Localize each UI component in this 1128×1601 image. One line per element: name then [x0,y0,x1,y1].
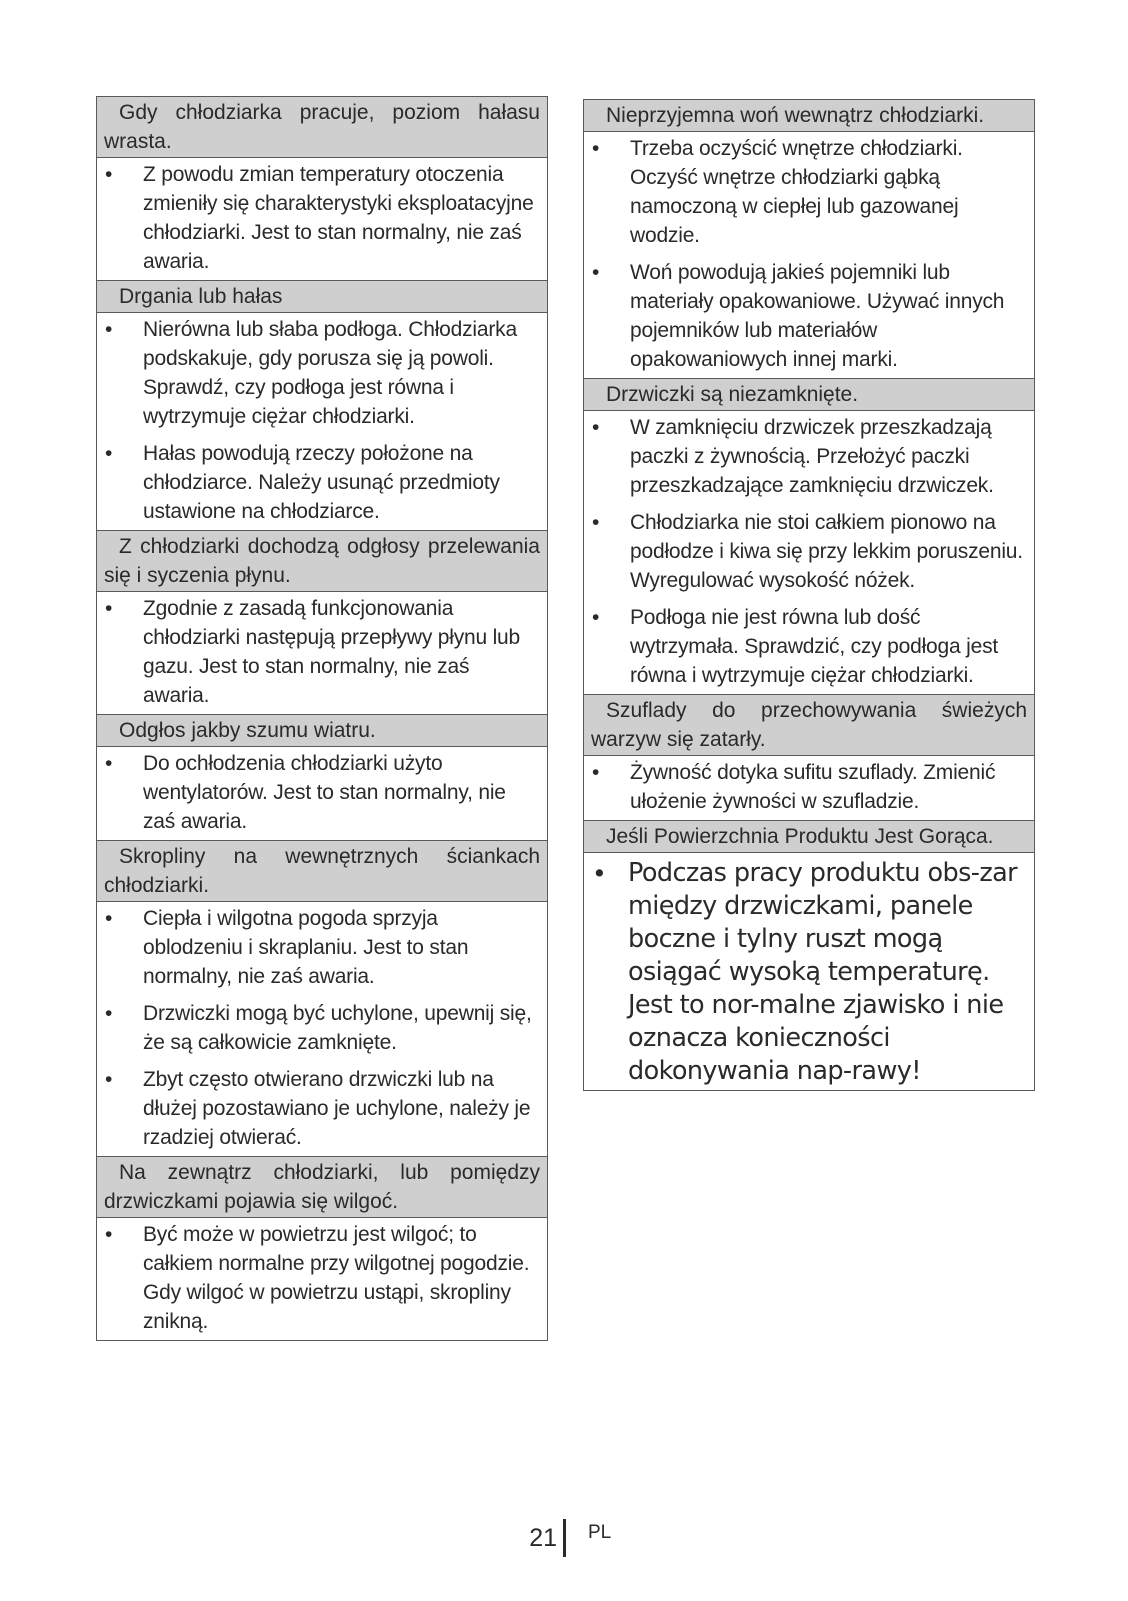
bullet-icon: • [592,859,607,888]
bullet-icon: • [592,416,600,439]
solution-item [105,160,539,276]
solution-text: Trzeba oczyścić wnętrze chłodziarki. Oczyść wnętrze chłodziarki gąbką namoczoną w ciepłej lub gazowanej wodzie. [630,137,963,247]
solution-item [592,758,1026,816]
problem-heading: Skropliny na wewnętrznych ściankach chłodziarki. [97,841,547,902]
solution-list [584,853,1034,1090]
solution-text: Podczas pracy produktu obs-zar między drzwiczkami, panele boczne i tylny ruszt mogą osiągać wysoką temperaturę. Jest to nor-malne zjawisko i nie oznacza konieczności dokonywania nap-rawy! [628,858,1018,1086]
problem-heading: Jeśli Powierzchnia Produktu Jest Gorąca. [584,821,1034,853]
problem-heading: Z chłodziarki dochodzą odgłosy przelewania się i syczenia płynu. [97,531,547,592]
bullet-icon: • [105,907,113,930]
solution-item [105,315,539,431]
bullet-icon: • [105,1068,113,1091]
solution-text: Z powodu zmian temperatury otoczenia zmieniły się charakterystyki eksploatacyjne chłodziarki. Jest to stan normalny, nie zaś awaria. [143,163,534,273]
problem-heading: Odgłos jakby szumu wiatru. [97,715,547,747]
footer-divider [563,1519,566,1557]
solution-text: Woń powodują jakieś pojemniki lub materiały opakowaniowe. Używać innych pojemników lub materiałów opakowaniowych innej marki. [630,261,1005,371]
solution-text: Hałas powodują rzeczy położone na chłodziarce. Należy usunąć przedmioty ustawione na chłodziarce. [143,442,500,523]
problem-heading: Gdy chłodziarka pracuje, poziom hałasu wrasta. [97,97,547,158]
bullet-icon: • [105,1002,113,1025]
bullet-icon: • [105,318,113,341]
bullet-icon: • [105,163,113,186]
language-code: PL [588,1522,612,1543]
bullet-icon: • [105,597,113,620]
bullet-icon: • [592,511,600,534]
solution-list [97,902,547,1157]
problem-heading: Na zewnątrz chłodziarki, lub pomiędzy drzwiczkami pojawia się wilgoć. [97,1157,547,1218]
problem-heading: Drgania lub hałas [97,281,547,313]
solution-text: Ciepła i wilgotna pogoda sprzyja oblodzeniu i skraplaniu. Jest to stan normalny, nie zaś awaria. [143,907,469,988]
left-troubleshooting-table [96,96,548,1341]
solution-text: Nierówna lub słaba podłoga. Chłodziarka podskakuje, gdy porusza się ją powoli. Sprawdź, czy podłoga jest równa i wytrzymuje ciężar chłodziarki. [143,318,517,428]
solution-item [105,594,539,710]
bullet-icon: • [105,1223,113,1246]
solution-item [592,857,1026,1088]
solution-list [584,411,1034,695]
solution-item [592,603,1026,690]
bullet-icon: • [592,137,600,160]
solution-list [97,1218,547,1340]
solution-text: Żywność dotyka sufitu szuflady. Zmienić ułożenie żywności w szufladzie. [630,761,996,813]
solution-text: Zbyt często otwierano drzwiczki lub na dłużej pozostawiano je uchylone, należy je rzadziej otwierać. [143,1068,531,1149]
solution-list [97,313,547,531]
page-footer [0,1519,1128,1559]
solution-list [97,592,547,715]
bullet-icon: • [105,442,113,465]
bullet-icon: • [592,761,600,784]
solution-text: Do ochłodzenia chłodziarki użyto wentylatorów. Jest to stan normalny, nie zaś awaria. [143,752,506,833]
solution-text: Podłoga nie jest równa lub dość wytrzymała. Sprawdzić, czy podłoga jest równa i wytrzymuje ciężar chłodziarki. [630,606,999,687]
bullet-icon: • [592,261,600,284]
solution-item [105,439,539,526]
solution-list [584,132,1034,379]
solution-text: Drzwiczki mogą być uchylone, upewnij się, że są całkowicie zamknięte. [143,1002,532,1054]
solution-text: Być może w powietrzu jest wilgoć; to całkiem normalne przy wilgotnej pogodzie. Gdy wilgoć w powietrzu ustąpi, skropliny znikną. [143,1223,530,1333]
solution-item [105,1220,539,1336]
solution-text: W zamknięciu drzwiczek przeszkadzają paczki z żywnością. Przełożyć paczki przeszkadzające zamknięciu drzwiczek. [630,416,994,497]
solution-item [105,904,539,991]
solution-item [592,134,1026,250]
problem-heading: Drzwiczki są niezamknięte. [584,379,1034,411]
solution-item [592,413,1026,500]
page-number: 21 [529,1524,557,1552]
solution-list [97,747,547,841]
solution-item [105,1065,539,1152]
solution-item [592,508,1026,595]
solution-item [105,999,539,1057]
solution-list [584,756,1034,821]
solution-text: Zgodnie z zasadą funkcjonowania chłodziarki następują przepływy płynu lub gazu. Jest to stan normalny, nie zaś awaria. [143,597,521,707]
problem-heading: Szuflady do przechowywania świeżych warzyw się zatarły. [584,695,1034,756]
solution-text: Chłodziarka nie stoi całkiem pionowo na podłodze i kiwa się przy lekkim poruszeniu. Wyregulować wysokość nóżek. [630,511,1023,592]
problem-heading: Nieprzyjemna woń wewnątrz chłodziarki. [584,100,1034,132]
bullet-icon: • [105,752,113,775]
bullet-icon: • [592,606,600,629]
solution-item [592,258,1026,374]
solution-item [105,749,539,836]
solution-list [97,158,547,281]
right-troubleshooting-table [583,99,1035,1091]
